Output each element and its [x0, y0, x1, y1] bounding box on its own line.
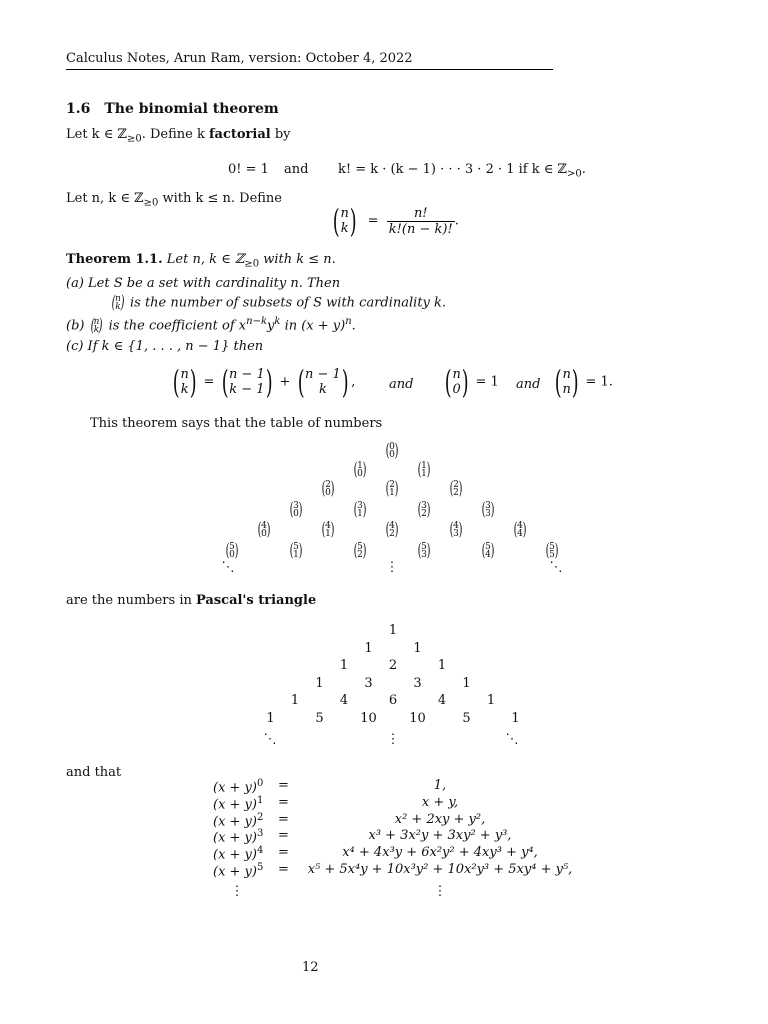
- binom-intro: Let n, k ∈ ℤ$_{\ge 0}$ with k ≤ n. Define: [66, 191, 282, 209]
- binom-entry-4-1: ( 4 1 ): [321, 519, 335, 541]
- binom-entry-3-2: ( 3 2 ): [417, 498, 431, 520]
- pascal-entry-5-3: 10: [409, 710, 426, 726]
- expansion-equals-2: =: [278, 811, 289, 827]
- triangle-intro: This theorem says that the table of numbers: [90, 416, 383, 431]
- pascal-entry-0-0: 1: [388, 623, 398, 638]
- factorial-intro: Let k ∈ ℤ$_{\ge 0}$. Define k factorial by: [66, 127, 291, 145]
- binom-fraction: $\frac{n!}{k!(n - k)!}$: [388, 205, 453, 237]
- expansion-equals-1: =: [278, 794, 289, 810]
- expansion-lhs-5: $(x + y)^5$: [213, 862, 264, 880]
- factorial-and: and: [284, 162, 309, 177]
- theorem-part-c: (c) If k ∈ {1, . . . , n − 1} then: [66, 339, 264, 354]
- ddots-binom-2: ⋱: [549, 560, 563, 575]
- binom-entry-5-3: ( 5 3 ): [417, 540, 431, 562]
- expansion-lhs-0: $(x + y)^0$: [213, 778, 264, 796]
- binom-entry-1-1: ( 1 1 ): [417, 458, 431, 480]
- binom-entry-0-0: ( 0 0 ): [385, 440, 399, 461]
- binom-entry-5-5: ( 5 5 ): [545, 540, 559, 562]
- expansion-equals-5: =: [278, 862, 289, 877]
- pascal-entry-5-2: 10: [360, 710, 377, 726]
- pascal-entry-2-0: 1: [339, 658, 349, 673]
- pascal-entry-4-0: 1: [290, 693, 300, 708]
- pascal-entry-5-5: 1: [511, 710, 520, 726]
- pascal-entry-4-3: 4: [437, 693, 447, 708]
- binom-entry-5-2: ( 5 2 ): [353, 540, 367, 562]
- expansion-rhs-4: x⁴ + 4x³y + 6x²y² + 4xy³ + y⁴,: [342, 845, 538, 861]
- pascal-recurrence: ( n k ) = ( n − 1 k − 1 ) + ( n − 1 k ) ,: [172, 363, 356, 401]
- expansion-lhs-3: $(x + y)^3$: [213, 828, 264, 846]
- section-number: 1.6: [66, 101, 91, 117]
- pascal-entry-5-4: 5: [462, 710, 471, 726]
- pascal-entry-4-2: 6: [388, 693, 398, 708]
- binom-entry-1-0: ( 1 0 ): [353, 458, 367, 480]
- binom-n-k: ( n k ): [332, 202, 357, 240]
- header-rule: [66, 69, 553, 70]
- binom-entry-3-1: ( 3 1 ): [353, 498, 367, 520]
- binom-entry-4-0: ( 4 0 ): [257, 519, 271, 541]
- binom-entry-4-4: ( 4 4 ): [513, 519, 527, 541]
- pascal-term: Pascal's triangle: [195, 593, 317, 608]
- vdots-rhs: ⋮: [433, 884, 447, 899]
- vdots-lhs: ⋮: [230, 884, 244, 899]
- boundary-n-0: ( n 0 ) = 1: [444, 363, 499, 401]
- factorial-zero: 0! = 1: [228, 162, 269, 177]
- expansion-rhs-0: 1,: [433, 778, 447, 793]
- binom-entry-5-1: ( 5 1 ): [289, 540, 303, 562]
- section-title: The binomial theorem: [104, 101, 279, 117]
- pascal-entry-5-1: 5: [315, 710, 324, 726]
- binom-entry-4-2: ( 4 2 ): [385, 519, 399, 541]
- pascal-entry-3-1: 3: [364, 675, 373, 691]
- expansion-rhs-1: x + y,: [421, 794, 459, 810]
- factorial-term: factorial: [208, 127, 271, 142]
- pascal-intro: are the numbers in Pascal's triangle: [66, 593, 317, 608]
- pascal-entry-3-2: 3: [413, 675, 422, 691]
- page-number: 12: [302, 960, 319, 975]
- factorial-formula: k! = k · (k − 1) · · · 3 · 2 · 1 if k ∈ ℤ$_{>0}$.: [338, 162, 586, 180]
- theorem-part-a-cont: ( n k ) is the number of subsets of S with cardinality k.: [111, 292, 447, 313]
- pascal-entry-4-1: 4: [339, 693, 349, 708]
- recurrence-and-1: and: [389, 377, 414, 392]
- pascal-entry-4-4: 1: [486, 693, 496, 708]
- expansion-rhs-5: x⁵ + 5x⁴y + 10x³y² + 10x²y³ + 5xy⁴ + y⁵,: [307, 862, 573, 877]
- expansion-equals-0: =: [278, 778, 289, 793]
- pascal-entry-5-0: 1: [266, 710, 275, 726]
- binom-definition: ( n k ) = $\frac{n!}{k!(n - k)!}$ .: [330, 205, 459, 237]
- expansion-lhs-1: $(x + y)^1$: [213, 794, 264, 813]
- binom-entry-2-0: ( 2 0 ): [321, 477, 335, 499]
- binom-entry-4-3: ( 4 3 ): [449, 519, 463, 541]
- pascal-entry-3-0: 1: [315, 675, 324, 691]
- theorem-label: Theorem 1.1.: [66, 252, 163, 267]
- theorem-statement: Theorem 1.1. Let n, k ∈ ℤ$_{\ge 0}$ with k ≤ n.: [66, 252, 336, 270]
- and-that: and that: [66, 765, 122, 780]
- ddots-pascal-2: ⋱: [505, 732, 519, 747]
- theorem-part-b: (b) ( n k ) is the coefficient of $x^{n-k}y^k$ in $(x + y)^n$.: [66, 314, 356, 336]
- pascal-entry-3-3: 1: [462, 675, 471, 691]
- binom-entry-3-0: ( 3 0 ): [289, 498, 303, 520]
- pascal-entry-2-1: 2: [388, 658, 398, 673]
- binom-entry-3-3: ( 3 3 ): [481, 498, 495, 520]
- expansion-lhs-2: $(x + y)^2$: [213, 811, 264, 829]
- section-heading: [66, 101, 279, 117]
- pascal-entry-1-1: 1: [413, 640, 422, 656]
- vdots-binom-1: ⋮: [385, 560, 399, 575]
- boundary-n-n: ( n n ) = 1.: [554, 363, 613, 401]
- binom-entry-2-1: ( 2 1 ): [385, 477, 399, 499]
- recurrence-and-2: and: [516, 377, 541, 392]
- pascal-entry-2-2: 1: [437, 658, 447, 673]
- ddots-binom-0: ⋱: [221, 560, 235, 575]
- expansion-rhs-3: x³ + 3x²y + 3xy² + y³,: [368, 828, 512, 844]
- expansion-lhs-4: $(x + y)^4$: [213, 845, 264, 863]
- expansion-equals-3: =: [278, 828, 289, 844]
- binom-entry-5-4: ( 5 4 ): [481, 540, 495, 562]
- binom-entry-2-2: ( 2 2 ): [449, 477, 463, 499]
- running-header: Calculus Notes, Arun Ram, version: October 4, 2022: [66, 51, 413, 66]
- binom-entry-5-0: ( 5 0 ): [225, 540, 239, 562]
- vdots-pascal-1: ⋮: [386, 732, 400, 747]
- ddots-pascal-0: ⋱: [263, 732, 277, 747]
- pascal-entry-1-0: 1: [364, 640, 373, 656]
- expansion-rhs-2: x² + 2xy + y²,: [394, 811, 486, 827]
- expansion-equals-4: =: [278, 845, 289, 861]
- theorem-part-a: (a) Let S be a set with cardinality n. Then: [66, 276, 341, 291]
